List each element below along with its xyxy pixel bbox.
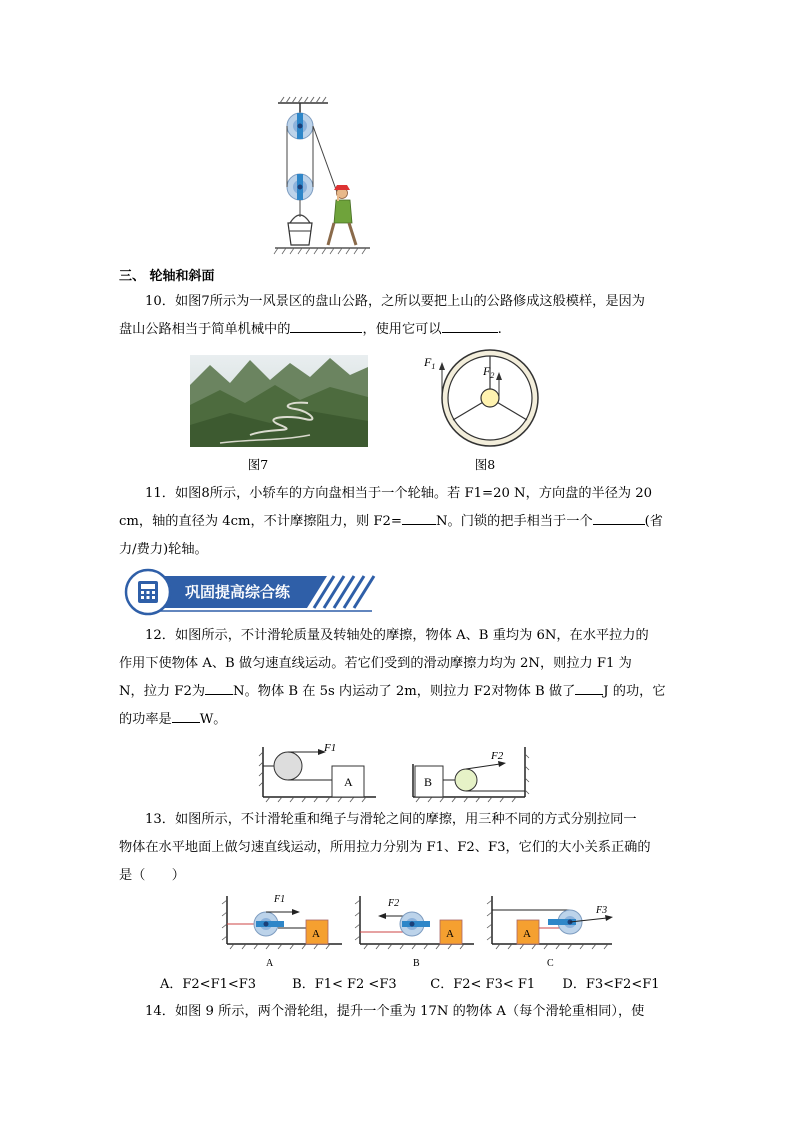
q12-f1-label: F1 <box>324 742 337 754</box>
q12-line3-a: N，拉力 F2为 <box>119 684 206 699</box>
question-11 <box>119 480 679 564</box>
q12-line1: 12．如图所示，不计滑轮质量及转轴处的摩擦，物体 A、B 重均为 6N，在水平拉力的 <box>145 628 649 643</box>
q12-f2-label: F2 <box>491 750 504 762</box>
q11-line2-c: (省 <box>644 514 663 529</box>
q14-line1: 14．如图 9 所示，两个滑轮组，提升一个重为 17N 的物体 A（每个滑轮重相同），使 <box>145 1004 645 1019</box>
q11-line1: 11．如图8所示，小轿车的方向盘相当于一个轮轴。若 F1=20 N，方向盘的半径为 20 <box>145 486 653 501</box>
fig8-f1-label: $F_1$ <box>424 355 436 371</box>
q10-text-b: 盘山公路相当于简单机械中的 <box>119 322 291 337</box>
q13-options <box>160 973 680 992</box>
q10-blank-1 <box>290 320 362 333</box>
q12-line3-b: N。物体 B 在 5s 内运动了 2m，则拉力 F2对物体 B 做了 <box>233 684 576 699</box>
q13-option-d[interactable]: D．F3<F2<F1 <box>562 977 660 992</box>
q13-figure <box>212 888 622 970</box>
q13-block-a: A <box>312 928 320 940</box>
q13-line3: 是（ ） <box>119 868 185 883</box>
fig7-caption: 图7 <box>247 457 269 472</box>
q13-line1: 13．如图所示，不计滑轮重和绳子与滑轮之间的摩擦，用三种不同的方式分别拉同一 <box>145 812 637 827</box>
q10-text-a: 10．如图7所示为一风景区的盘山公路，之所以要把上山的公路修成这般模样，是因为 <box>145 294 645 309</box>
q13-label-b: B <box>413 958 420 969</box>
q13-block-b: A <box>446 928 454 940</box>
fig8-caption: 图8 <box>474 457 496 472</box>
section-heading: 三、 轮轴和斜面 <box>119 269 215 284</box>
q12-line2: 作用下使物体 A、B 做匀速直线运动。若它们受到的滑动摩擦力均为 2N，则拉力 F1 为 <box>119 656 632 671</box>
q12-line4-a: 的功率是 <box>119 712 172 727</box>
q12-blank-4 <box>172 710 200 723</box>
q13-force-c: F3 <box>596 905 608 916</box>
banner-title: 巩固提高综合练 <box>185 583 291 601</box>
q11-line2-b: N。门锁的把手相当于一个 <box>435 514 593 529</box>
q10-text-c: ，使用它可以 <box>362 322 442 337</box>
steering-wheel-figure <box>420 348 545 450</box>
q12-line3-c: J 的功，它 <box>603 684 666 699</box>
question-13 <box>119 806 679 890</box>
q13-line2: 物体在水平地面上做匀速直线运动，所用拉力分别为 F1、F2、F3，它们的大小关系正确的 <box>119 840 651 855</box>
q11-blank-2 <box>593 512 645 525</box>
question-10 <box>119 288 679 344</box>
q10-blank-2 <box>442 320 498 333</box>
q12-figure <box>258 742 530 804</box>
q12-blank-2 <box>205 682 233 695</box>
q11-line2-a: cm，轴的直径为 4cm，不计摩擦阻力，则 F2= <box>119 514 402 529</box>
q13-label-c: C <box>547 958 554 969</box>
q12-block-b: B <box>424 775 433 789</box>
q13-option-c[interactable]: C．F2< F3< F1 <box>430 977 536 992</box>
q11-blank-1 <box>402 512 436 525</box>
mountain-road-photo <box>190 355 368 447</box>
q13-option-b[interactable]: B．F1< F2 <F3 <box>292 977 397 992</box>
q13-force-b: F2 <box>388 898 400 909</box>
fig8-f2-label: $F_2$ <box>483 364 495 380</box>
q12-blank-3 <box>575 682 603 695</box>
q13-block-c: A <box>523 928 531 940</box>
q10-text-d: . <box>497 322 502 337</box>
q11-line3: 力/费力)轮轴。 <box>119 542 208 557</box>
question-12 <box>119 622 679 734</box>
pulley-person-figure <box>270 95 380 257</box>
question-14 <box>119 998 679 1026</box>
q13-option-a[interactable]: A．F2<F1<F3 <box>160 977 257 992</box>
q12-line4-b: W。 <box>199 712 227 727</box>
q13-force-a: F1 <box>274 894 286 905</box>
q12-block-a: A <box>344 775 353 789</box>
q13-label-a: A <box>266 958 274 969</box>
